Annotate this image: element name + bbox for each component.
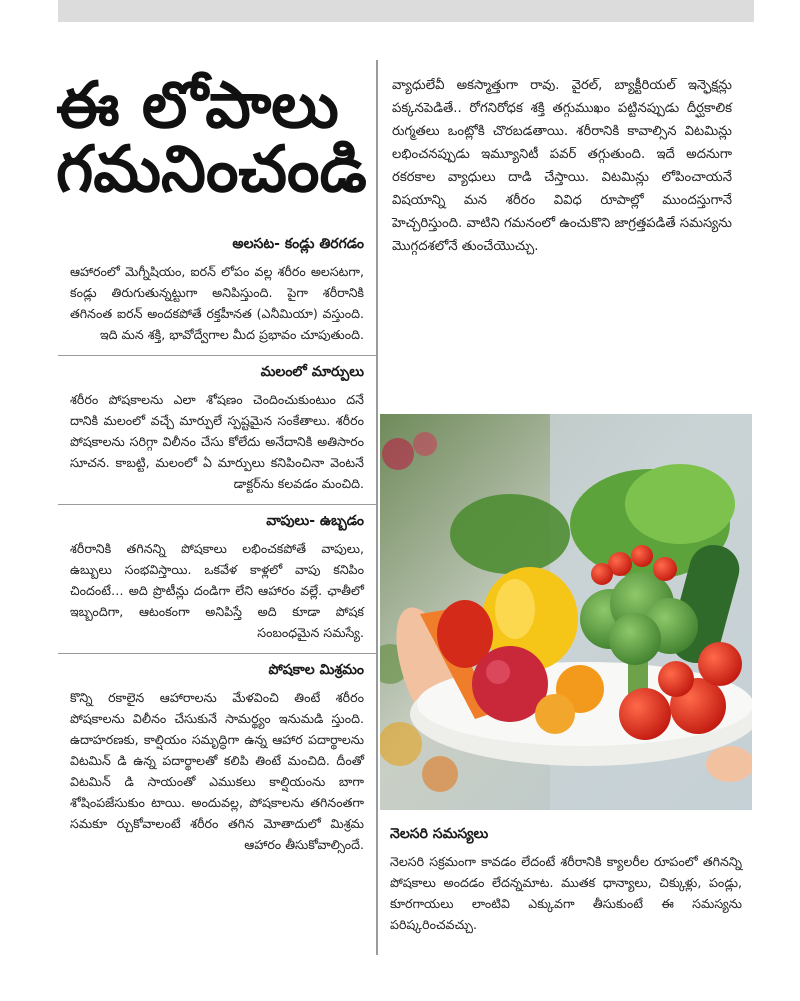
section-title: అలసట- కండ్లు తిరగడం [232,236,364,252]
column-divider [376,60,378,955]
section-body: కొన్ని రకాలైన ఆహారాలను మేళవించి తింటే శరీరం పోషకాలను విలీనం చేసుకునే సామర్థ్యం ఇనుమడి స్తుంది. ఉదాహరణకు, కాల్షియం సమృద్ధిగా ఉన్న ఆహార పదార్థాలను విటమిన్ డి ఉన్న పదార్థాలతో కలిపి తింటే మంచిది. దీంతో విటమిన్ డి సాయంతో ఎముకలు కాల్షియంను బాగా శోషింపజేసుకుం టాయి. అందువల్ల, పోషకాలను తగినంతగా సమకూ ర్చుకోవాలంటే శరీరం తగిన మోతాదులో మిశ్రమ ఆహారం తీసుకోవాల్సిందే. [70,690,364,852]
headline-line-2: గమనించండి [56,133,367,207]
section-stool-changes [58,355,376,504]
section-title: పోషకాల మిశ్రమం [268,662,364,678]
sidebar-menstrual [380,818,752,943]
section-title: మలంలో మార్పులు [260,364,364,380]
right-column-intro [392,74,732,258]
sidebar-title: నెలసరి సమస్యలు [390,826,489,842]
sidebar-body: నెలసరి సక్రమంగా కావడం లేదంటే శరీరానికి క్యాలరీల రూపంలో తగినన్ని పోషకాలు అందడం లేదన్నమాట. ముతక ధాన్యాలు, చిక్కుళ్లు, పండ్లు, కూరగాయలు లాంటివి ఎక్కువగా తీసుకుంటే ఈ సమస్యను పరిష్కరించవచ్చు. [390,854,742,932]
section-body: శరీరానికి తగినన్ని పోషకాలు లభించకపోతే వాపులు, ఉబ్బులు సంభవిస్తాయి. ఒకవేళ కాళ్లలో వాపు కనిపిం చిందంటే… అది ప్రొటీన్లు దండిగా లేని ఆహారం వల్లే. ఛాతీలో ఇబ్బందిగా, ఆటంకంగా అనిపిస్తే అది కూడా పోషక సంబంధమైన సమస్యే. [70,541,364,640]
section-title: వాపులు- ఉబ్బడం [266,513,364,529]
section-body: ఆహారంలో మెగ్నీషియం, ఐరన్ లోపం వల్ల శరీరం అలసటగా, కండ్లు తిరుగుతున్నట్టుగా అనిపిస్తుంది. పైగా శరీరానికి తగినంత ఐరన్ అందకపోతే రక్తహీనత (ఎనీమియా) వస్తుంది. ఇది మన శక్తి, భావోద్వేగాల మీద ప్రభావం చూపుతుంది. [70,264,364,342]
section-body: శరీరం పోషకాలను ఎలా శోషణం చెందించుకుంటుం దనే దానికి మలంలో వచ్చే మార్పులే స్పష్టమైన సంకేతాలు. శరీరం పోషకాలను సరిగ్గా విలీనం చేసు కోలేదు అనేదానికి అతిసారం సూచన. కాబట్టి, మలంలో ఏ మార్పులు కనిపించినా వెంటనే డాక్టర్‌ను కలవడం మంచిది. [70,392,364,491]
section-swelling [58,504,376,653]
intro-text: వ్యాధులేవీ అకస్మాత్తుగా రావు. వైరల్, బ్యాక్టీరియల్ ఇన్ఫెక్షన్లు పక్కనపెడితే.. రోగనిరోధక శక్తి తగ్గుముఖం పట్టినప్పుడు దీర్ఘకాలిక రుగ్మతలు ఒంట్లోకి చొరబడతాయి. శరీరానికి కావాల్సిన విటమిన్లు లభించనప్పుడు ఇమ్యూనిటీ పవర్ తగ్గుతుంది. ఇదే అదనుగా రకరకాల వ్యాధులు దాడి చేస్తాయి. విటమిన్లు లోపించాయనే విషయాన్ని మన శరీరం వివిధ రూపాల్లో ముందస్తుగానే హెచ్చరిస్తుంది. వాటిని గమనంలో ఉంచుకొని జాగ్రత్తపడితే సమస్యను మొగ్గదశలోనే తుంచేయొచ్చు. [392,78,732,254]
vegetables-bowl-photo [380,414,752,810]
headline [56,69,376,207]
left-column [58,228,376,865]
section-fatigue [58,228,376,355]
headline-line-1: ఈ లోపాలు [56,69,339,143]
section-nutrient-mix [58,653,376,865]
top-margin-bar [58,0,754,22]
